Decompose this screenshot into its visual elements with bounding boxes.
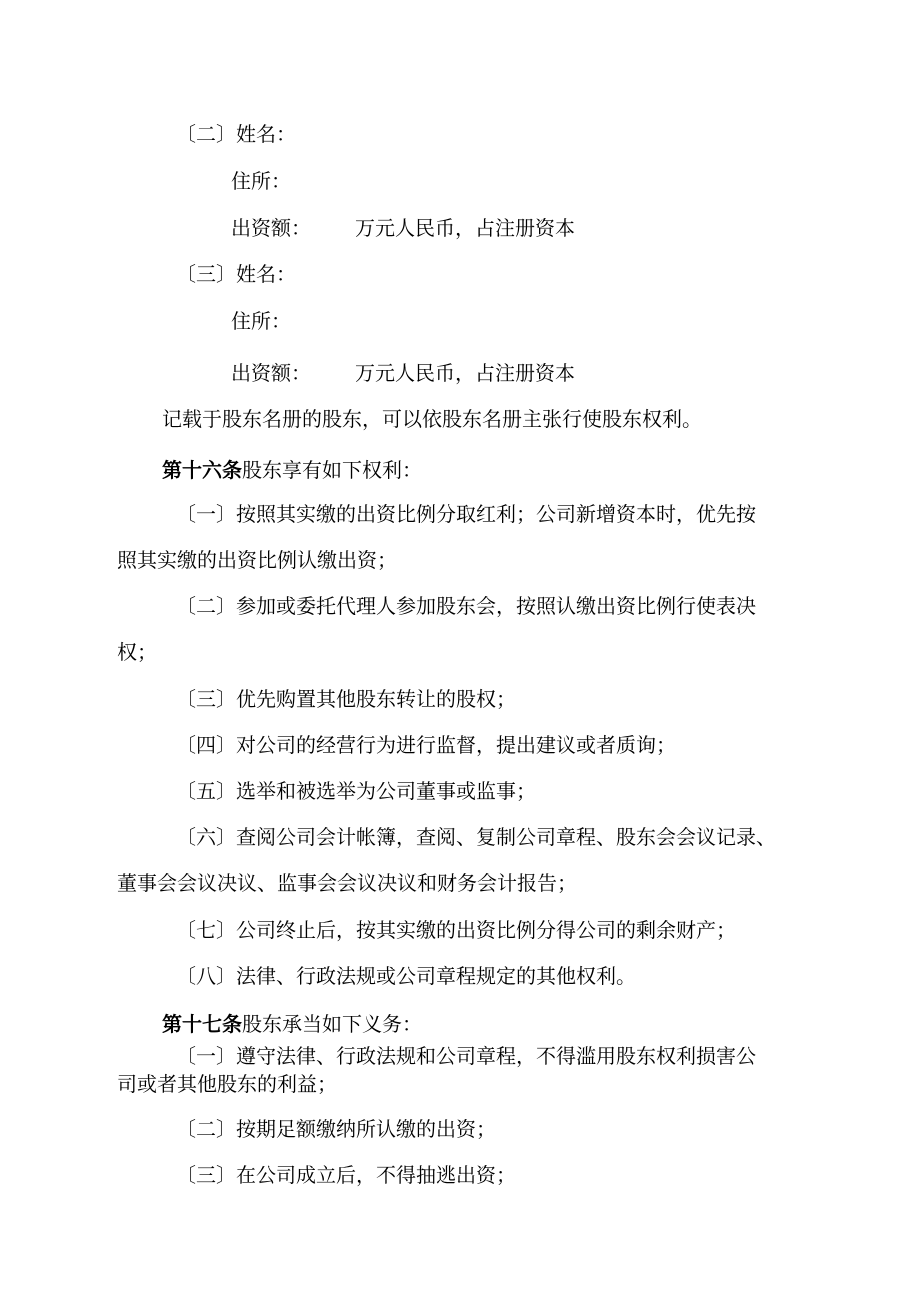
register-note: 记载于股东名册的股东，可以依股东名册主张行使股东权利。 [162,407,702,431]
article-16-item-2-line-2: 权； [117,640,157,664]
article-16-intro: 股东享有如下权利： [242,458,422,482]
article-17-item-3: 〔三〕在公司成立后，不得抽逃出资； [176,1163,516,1187]
shareholder-2-name-line: 〔二〕姓名： [176,122,296,146]
article-17-item-2: 〔二〕按期足额缴纳所认缴的出资； [176,1117,496,1141]
article-17-heading: 第十七条 [162,1012,242,1036]
article-16-item-3: 〔三〕优先购置其他股东转让的股权； [176,687,516,711]
article-17-item-1-line-2: 司或者其他股东的利益； [117,1072,337,1096]
shareholder-3-address-label: 住所： [231,309,291,333]
article-17-item-1-line-1: 〔一〕遵守法律、行政法规和公司章程，不得滥用股东权利损害公 [176,1044,756,1068]
shareholder-3-capital-text: 万元人民币，占注册资本 [355,361,575,385]
article-16-item-8: 〔八〕法律、行政法规或公司章程规定的其他权利。 [176,964,636,988]
article-16-item-4: 〔四〕对公司的经营行为进行监督，提出建议或者质询； [176,733,676,757]
article-16-heading-line [162,456,422,484]
article-16-item-6-line-1: 〔六〕查阅公司会计帐簿，查阅、复制公司章程、股东会会议记录、 [176,825,776,849]
article-16-item-1-line-1: 〔一〕按照其实缴的出资比例分取红利；公司新增资本时，优先按 [176,502,756,526]
article-16-heading: 第十六条 [162,458,242,482]
shareholder-2-address-label: 住所： [231,169,291,193]
shareholder-2-capital-line [231,214,575,242]
article-16-item-2-line-1: 〔二〕参加或委托代理人参加股东会，按照认缴出资比例行使表决 [176,594,756,618]
shareholder-3-capital-line [231,359,575,387]
article-16-item-5: 〔五〕选举和被选举为公司董事或监事； [176,779,536,803]
shareholder-2-capital-text: 万元人民币，占注册资本 [355,216,575,240]
article-16-item-1-line-2: 照其实缴的出资比例认缴出资； [117,548,397,572]
article-16-item-6-line-2: 董事会会议决议、监事会会议决议和财务会计报告； [117,871,577,895]
shareholder-2-capital-label: 出资额： [231,216,311,240]
article-17-heading-line [162,1010,422,1038]
article-16-item-7: 〔七〕公司终止后，按其实缴的出资比例分得公司的剩余财产； [176,918,736,942]
shareholder-3-name-line: 〔三〕姓名： [176,262,296,286]
shareholder-3-capital-label: 出资额： [231,361,311,385]
article-17-intro: 股东承当如下义务： [242,1012,422,1036]
